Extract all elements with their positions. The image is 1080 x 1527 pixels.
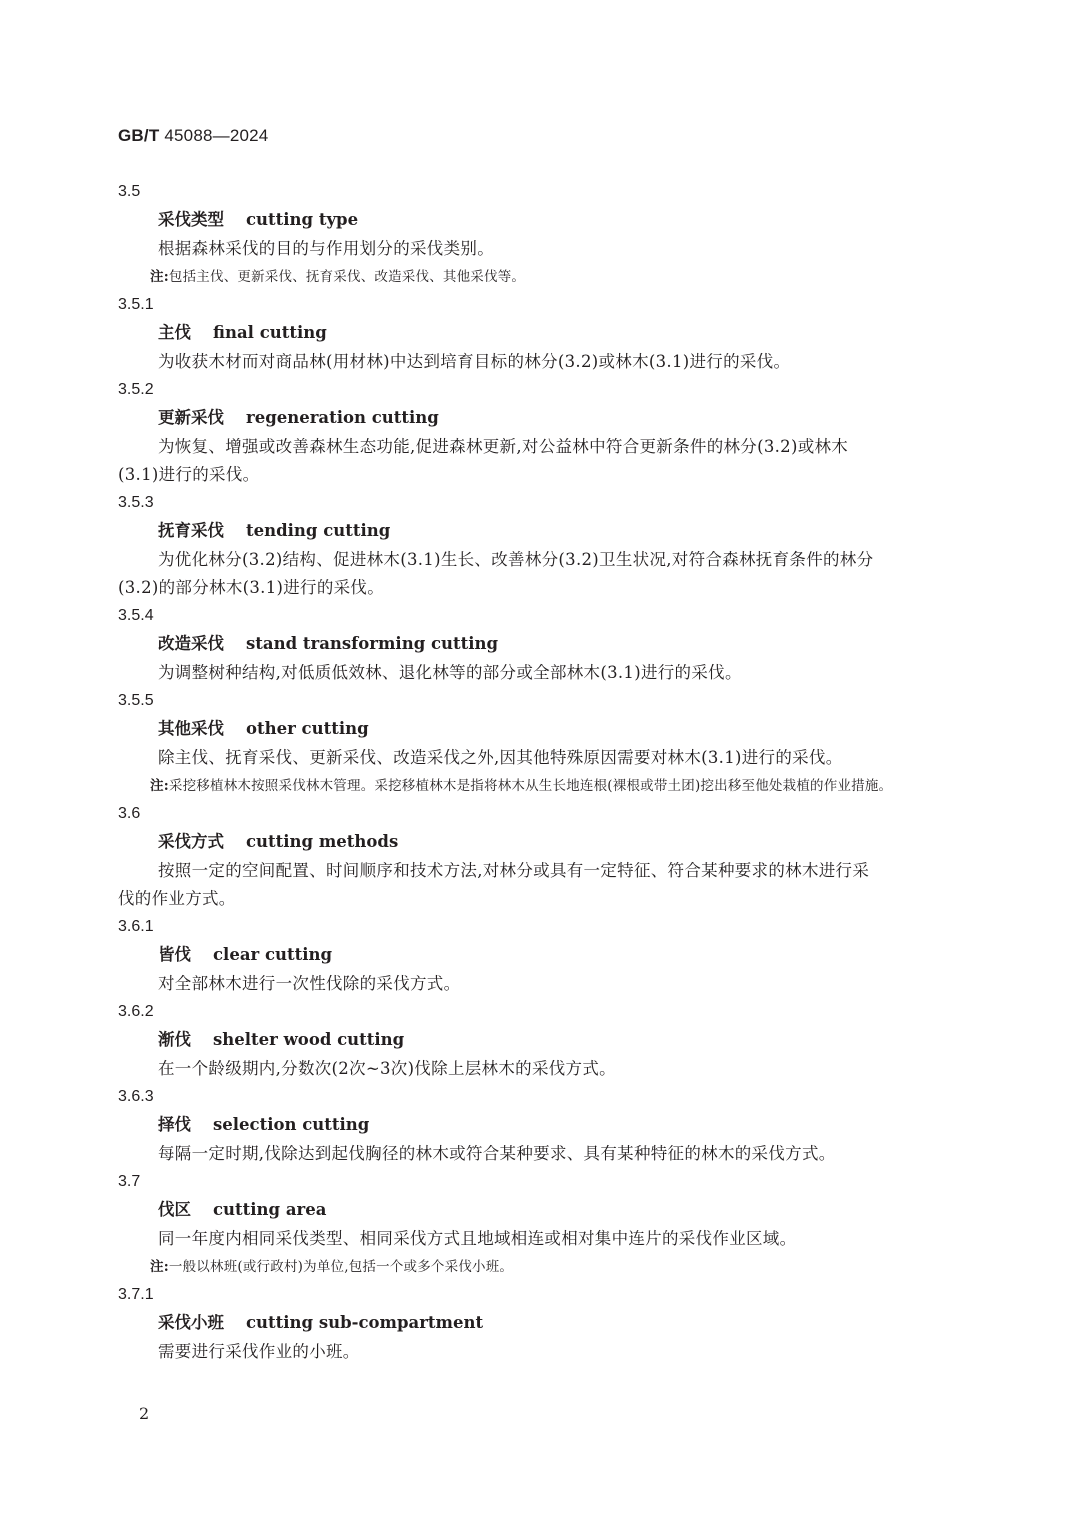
term-heading	[118, 1025, 958, 1055]
term-heading	[118, 629, 958, 659]
term-number: 3.5.5	[118, 692, 154, 709]
term-chinese: 抚育采伐	[158, 521, 224, 540]
term-english: other cutting	[246, 719, 369, 738]
term-number: 3.5.3	[118, 494, 154, 511]
definition-line: 对全部林木进行一次性伐除的采伐方式。	[158, 974, 461, 993]
term-english: cutting area	[213, 1200, 327, 1219]
note-label: 注:	[150, 778, 169, 794]
terms-list	[118, 178, 958, 1366]
standard-code	[118, 126, 268, 146]
term-english: cutting methods	[246, 832, 399, 851]
definition-line: 同一年度内相同采伐类型、相同采伐方式且地域相连或相对集中连片的采伐作业区域。	[158, 1229, 797, 1248]
term-definition	[118, 546, 958, 602]
term-english: stand transforming cutting	[246, 634, 499, 653]
term-number: 3.6	[118, 805, 141, 822]
term-chinese: 伐区	[158, 1200, 191, 1219]
definition-line: (3.2)的部分林木(3.1)进行的采伐。	[118, 578, 385, 597]
term-chinese: 采伐方式	[158, 832, 224, 851]
term-note	[118, 1256, 958, 1279]
term-number: 3.5.1	[118, 296, 154, 313]
standard-number: 45088—2024	[164, 126, 269, 145]
term-number: 3.6.1	[118, 918, 154, 935]
term-english: tending cutting	[246, 521, 391, 540]
term-definition	[118, 1338, 958, 1366]
term-chinese: 主伐	[158, 323, 191, 342]
definition-line: 为恢复、增强或改善森林生态功能,促进森林更新,对公益林中符合更新条件的林分(3.2)或林木	[158, 437, 849, 456]
term-chinese: 渐伐	[158, 1030, 191, 1049]
definition-line: 为收获木材而对商品林(用材林)中达到培育目标的林分(3.2)或林木(3.1)进行的采伐。	[158, 352, 791, 371]
term-number: 3.6.3	[118, 1088, 154, 1105]
term-chinese: 采伐小班	[158, 1313, 224, 1332]
definition-line: 伐的作业方式。	[118, 889, 236, 908]
term-heading	[118, 516, 958, 546]
term-heading	[118, 318, 958, 348]
definition-line: 需要进行采伐作业的小班。	[158, 1342, 360, 1361]
term-definition	[118, 1055, 958, 1083]
term-definition	[118, 235, 958, 263]
page-number: 2	[139, 1404, 150, 1423]
definition-line: 为调整树种结构,对低质低效林、退化林等的部分或全部林木(3.1)进行的采伐。	[158, 663, 742, 682]
term-definition	[118, 348, 958, 376]
term-definition	[118, 970, 958, 998]
term-chinese: 其他采伐	[158, 719, 224, 738]
definition-line: 除主伐、抚育采伐、更新采伐、改造采伐之外,因其他特殊原因需要对林木(3.1)进行的采伐。	[158, 748, 843, 767]
term-heading	[118, 205, 958, 235]
note-text: 采挖移植林木按照采伐林木管理。采挖移植林木是指将林木从生长地连根(裸根或带土团)挖出移至他处栽植的作业措施。	[168, 778, 893, 794]
term-english: selection cutting	[213, 1115, 370, 1134]
term-chinese: 改造采伐	[158, 634, 224, 653]
term-english: cutting sub-compartment	[246, 1313, 484, 1332]
term-chinese: 更新采伐	[158, 408, 224, 427]
term-heading	[118, 1308, 958, 1338]
term-heading	[118, 827, 958, 857]
definition-line: 在一个龄级期内,分数次(2次~3次)伐除上层林木的采伐方式。	[158, 1059, 616, 1078]
term-heading	[118, 1110, 958, 1140]
term-chinese: 择伐	[158, 1115, 191, 1134]
term-heading	[118, 714, 958, 744]
term-heading	[118, 1195, 958, 1225]
term-heading	[118, 940, 958, 970]
term-heading	[118, 403, 958, 433]
definition-line: 根据森林采伐的目的与作用划分的采伐类别。	[158, 239, 494, 258]
term-number: 3.6.2	[118, 1003, 154, 1020]
standard-prefix: GB/T	[118, 126, 160, 145]
term-english: final cutting	[213, 323, 327, 342]
term-definition	[118, 659, 958, 687]
term-number: 3.7.1	[118, 1286, 154, 1303]
term-chinese: 采伐类型	[158, 210, 224, 229]
term-number: 3.5.4	[118, 607, 154, 624]
term-note	[118, 775, 958, 798]
term-english: clear cutting	[213, 945, 333, 964]
term-chinese: 皆伐	[158, 945, 191, 964]
note-text: 一般以林班(或行政村)为单位,包括一个或多个采伐小班。	[168, 1259, 514, 1275]
term-english: shelter wood cutting	[213, 1030, 405, 1049]
term-number: 3.5	[118, 183, 141, 200]
definition-line: 每隔一定时期,伐除达到起伐胸径的林木或符合某种要求、具有某种特征的林木的采伐方式。	[158, 1144, 836, 1163]
term-number: 3.5.2	[118, 381, 154, 398]
term-definition	[118, 1225, 958, 1253]
note-text: 包括主伐、更新采伐、抚育采伐、改造采伐、其他采伐等。	[168, 269, 526, 285]
term-definition	[118, 1140, 958, 1168]
note-label: 注:	[150, 1259, 169, 1275]
term-definition	[118, 433, 958, 489]
term-english: cutting type	[246, 210, 359, 229]
note-label: 注:	[150, 269, 169, 285]
term-definition	[118, 744, 958, 772]
definition-line: (3.1)进行的采伐。	[118, 465, 260, 484]
definition-line: 按照一定的空间配置、时间顺序和技术方法,对林分或具有一定特征、符合某种要求的林木进行采	[158, 861, 870, 880]
definition-line: 为优化林分(3.2)结构、促进林木(3.1)生长、改善林分(3.2)卫生状况,对符合森林抚育条件的林分	[158, 550, 874, 569]
term-definition	[118, 857, 958, 913]
term-english: regeneration cutting	[246, 408, 439, 427]
term-number: 3.7	[118, 1173, 141, 1190]
term-note	[118, 266, 958, 289]
